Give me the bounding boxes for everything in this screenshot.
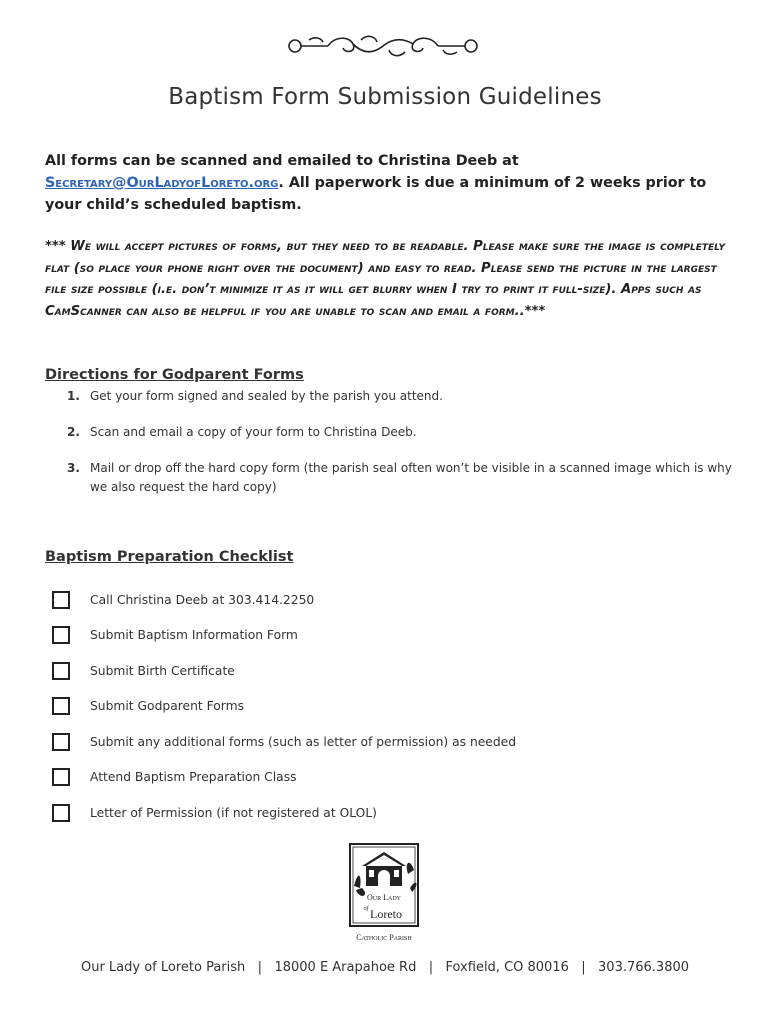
- checklist-item: [52, 795, 516, 831]
- checklist-item: [52, 653, 516, 689]
- logo-line-3: Loreto: [370, 907, 402, 921]
- checklist-item-label: Submit Baptism Information Form: [90, 628, 298, 643]
- list-item: [45, 423, 735, 442]
- checkbox[interactable]: [52, 768, 70, 786]
- step-number: 3.: [67, 461, 80, 475]
- checklist-item: [52, 618, 516, 654]
- step-number: 2.: [67, 425, 80, 439]
- footer-contact: Our Lady of Loreto Parish | 18000 E Arapahoe Rd | Foxfield, CO 80016 | 303.766.3800: [80, 960, 690, 975]
- checklist-item-label: Submit any additional forms (such as letter of permission) as needed: [90, 734, 517, 749]
- intro-paragraph: [45, 150, 735, 216]
- checklist-item: [52, 724, 516, 760]
- page-title: Baptism Form Submission Guidelines: [168, 84, 602, 110]
- checkbox[interactable]: [52, 804, 70, 822]
- preparation-checklist: [52, 582, 516, 831]
- checklist-item-label: Submit Godparent Forms: [90, 699, 244, 714]
- checkbox[interactable]: [52, 591, 70, 609]
- picture-note: *** We will accept pictures of forms, but they need to be readable. Please make sure the image is completely flat (so place your phone right over the document) and easy to read. Please send the picture in the largest file size possible (i.e. don’t minimize it as it will get blurry when I try to print it full-size). Apps such as CamScanner can also be helpful if you are unable to scan and email a form..***: [45, 239, 725, 319]
- checklist-item-label: Attend Baptism Preparation Class: [90, 770, 297, 785]
- checklist-item: [52, 760, 516, 796]
- checkbox[interactable]: [52, 697, 70, 715]
- logo-line-1: Our Lady: [367, 893, 401, 902]
- godparent-steps: [45, 387, 735, 497]
- checkbox[interactable]: [52, 662, 70, 680]
- step-text: Scan and email a copy of your form to Christina Deeb.: [90, 425, 417, 439]
- logo-line-4: Catholic Parish: [356, 933, 412, 942]
- checklist-item: [52, 689, 516, 725]
- decorative-flourish: [283, 32, 483, 60]
- checklist-item: [52, 582, 516, 618]
- step-text: Mail or drop off the hard copy form (the parish seal often won’t be visible in a scanned image which is why we also request the hard copy): [90, 461, 732, 494]
- list-item: [45, 459, 735, 497]
- intro-text-after: . All paperwork is due a minimum of 2 weeks prior to your child’s scheduled baptism.: [45, 175, 707, 213]
- intro-text: All forms can be scanned and emailed to Christina Deeb at: [45, 153, 519, 169]
- checkbox[interactable]: [52, 733, 70, 751]
- checklist-item-label: Call Christina Deeb at 303.414.2250: [90, 592, 315, 607]
- godparent-heading: Directions for Godparent Forms: [45, 367, 304, 383]
- logo-line-2: of: [363, 906, 369, 912]
- list-item: [45, 387, 735, 406]
- step-text: Get your form signed and sealed by the parish you attend.: [90, 389, 443, 403]
- checklist-item-label: Submit Birth Certificate: [90, 663, 235, 678]
- checklist-heading: Baptism Preparation Checklist: [45, 549, 294, 565]
- step-number: 1.: [67, 389, 80, 403]
- email-link[interactable]: Secretary@OurLadyofLoreto.org: [45, 175, 279, 191]
- checkbox[interactable]: [52, 626, 70, 644]
- parish-logo: [340, 840, 428, 948]
- checklist-item-label: Letter of Permission (if not registered at OLOL): [90, 805, 377, 820]
- church-icon: [354, 852, 416, 896]
